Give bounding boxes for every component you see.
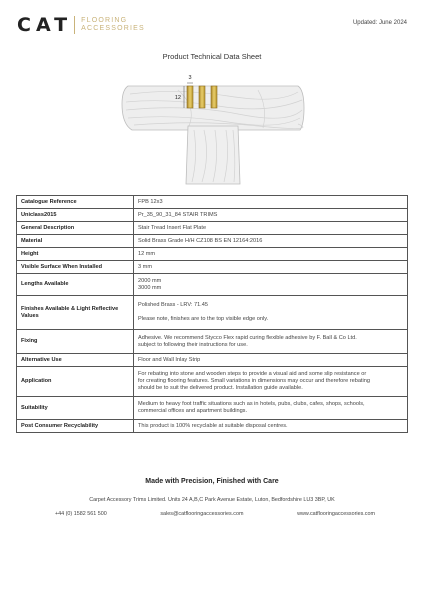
spec-row-general-description <box>17 222 408 235</box>
spec-row-catalogue-reference <box>17 196 408 209</box>
spec-value <box>134 274 408 296</box>
spec-row-suitability <box>17 397 408 420</box>
brass-insert-2 <box>199 86 205 108</box>
spec-row-uniclass <box>17 209 408 222</box>
spec-value-line: should be to suit the delivered product. Installation guide available. <box>138 385 303 391</box>
spec-row-visible-surface <box>17 261 408 274</box>
product-cross-section-diagram <box>118 68 308 186</box>
logo-subtitle-line2: ACCESSORIES <box>81 25 145 32</box>
spec-row-alternative-use <box>17 354 408 367</box>
logo-subtitle-line1: FLOORING <box>81 17 128 24</box>
spec-row-lengths <box>17 274 408 296</box>
spec-row-material <box>17 235 408 248</box>
spec-value: This product is 100% recyclable at suitable disposal centres. <box>134 420 408 433</box>
spec-value-line: Medium to heavy foot traffic situations such as in hotels, pubs, clubs, cafes, shops, schools, <box>138 401 365 407</box>
spec-value <box>134 367 408 397</box>
document-title: Product Technical Data Sheet <box>162 52 262 61</box>
spec-label: Application <box>17 367 134 397</box>
footer-email[interactable]: sales@catflooringaccessories.com <box>160 511 244 517</box>
spec-label: Material <box>17 235 134 248</box>
spec-value: FPB 12x3 <box>134 196 408 209</box>
footer-phone: +44 (0) 1582 561 500 <box>55 511 107 517</box>
spec-value: Solid Brass Grade H/H CZ108 BS EN 12164:2016 <box>134 235 408 248</box>
spec-label: Fixing <box>17 330 134 354</box>
spec-value: 3 mm <box>134 261 408 274</box>
footer-contact-row <box>55 511 375 517</box>
footer-website[interactable]: www.catflooringaccessories.com <box>297 511 375 517</box>
brass-insert-3 <box>211 86 217 108</box>
spec-value <box>134 397 408 420</box>
logo-divider <box>74 16 75 34</box>
spec-value-line: commercial offices and apartment buildings. <box>138 408 248 414</box>
spec-label: Alternative Use <box>17 354 134 367</box>
brass-insert-1 <box>187 86 193 108</box>
spec-row-recyclability <box>17 420 408 433</box>
spec-row-application <box>17 367 408 397</box>
spec-label: General Description <box>17 222 134 235</box>
page-header <box>0 0 424 50</box>
spec-value-line: subject to following their instructions for use. <box>138 341 248 348</box>
spec-value <box>134 296 408 330</box>
spec-value-line: Please note, finishes are to the top visible edge only. <box>138 316 269 322</box>
spec-label: Catalogue Reference <box>17 196 134 209</box>
spec-label: Lengths Available <box>17 274 134 296</box>
height-dimension-label: 12 <box>174 95 181 101</box>
spec-value-line: Polished Brass - LRV: 71.45 <box>138 302 208 308</box>
spec-label: Finishes Available & Light Reflective Values <box>17 296 134 330</box>
spec-value-line: Adhesive. We recommend Stycco Flex rapid curing flexible adhesive by F. Ball & Co Ltd. <box>138 334 357 341</box>
logo-subtitle <box>81 17 145 33</box>
spec-value: Pr_35_90_31_84 STAIR TRIMS <box>134 209 408 222</box>
spec-value-line: For rebating into stone and wooden steps to provide a visual aid and some slip resistance or <box>138 371 367 377</box>
spec-value-line: 2000 mm <box>138 277 162 284</box>
spec-value: Stair Tread Insert Flat Plate <box>134 222 408 235</box>
footer-tagline: Made with Precision, Finished with Care <box>145 478 279 485</box>
spec-value: 12 mm <box>134 248 408 261</box>
spec-value-line: for creating flooring features. Small variations in dimensions may occur and therefore rebating <box>138 378 370 384</box>
spec-label: Height <box>17 248 134 261</box>
spec-label: Post Consumer Recyclability <box>17 420 134 433</box>
width-dimension-label: 3 <box>188 75 192 81</box>
updated-date: Updated: June 2024 <box>352 20 407 26</box>
company-logo <box>17 14 145 36</box>
spec-label: Uniclass2015 <box>17 209 134 222</box>
spec-value: Floor and Wall Inlay Strip <box>134 354 408 367</box>
stair-riser-shape <box>186 126 240 184</box>
footer-address: Carpet Accessory Trims Limited. Units 24 A,B,C Park Avenue Estate, Luton, Bedfordshire LU3 3BP, UK <box>89 497 335 503</box>
spec-row-fixing <box>17 330 408 354</box>
spec-value-line: 3000 mm <box>138 284 162 291</box>
spec-label: Suitability <box>17 397 134 420</box>
spec-row-finishes <box>17 296 408 330</box>
spec-row-height <box>17 248 408 261</box>
logo-wordmark: CAT <box>17 14 73 36</box>
spec-label: Visible Surface When Installed <box>17 261 134 274</box>
specification-table <box>16 195 408 433</box>
spec-value <box>134 330 408 354</box>
spec-value-line <box>138 309 403 316</box>
